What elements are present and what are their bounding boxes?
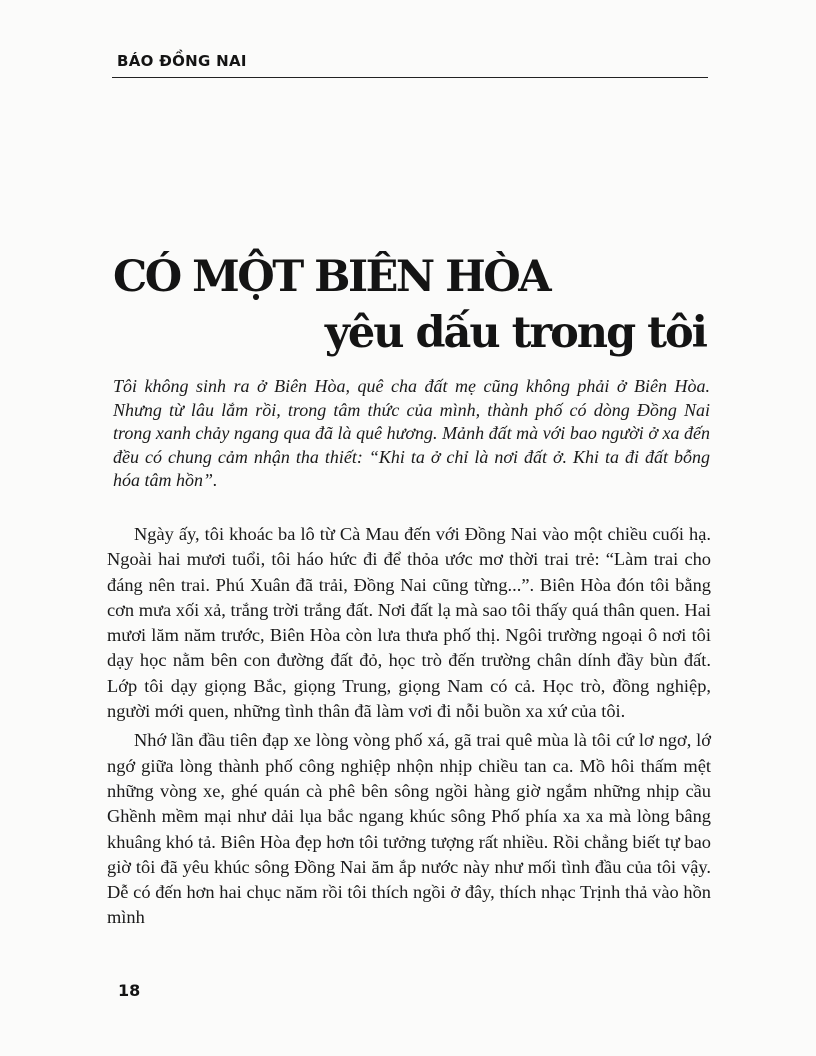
article-title-line-1: CÓ MỘT BIÊN HÒA (113, 252, 550, 302)
article-body (107, 522, 711, 935)
header-divider (112, 77, 708, 78)
publication-header: BÁO ĐỒNG NAI (117, 52, 247, 70)
article-title-line-2: yêu dấu trong tôi (324, 308, 706, 358)
article-lead: Tôi không sinh ra ở Biên Hòa, quê cha đất mẹ cũng không phải ở Biên Hòa. Nhưng từ lâu lắm rồi, trong tâm thức của mình, thành phố có dòng Đồng Nai trong xanh chảy ngang qua đã là quê hương. Mảnh đất mà với bao người ở xa đến đều có chung cảm nhận tha thiết: “Khi ta ở chỉ là nơi đất ở. Khi ta đi đất bỗng hóa tâm hồn”. (113, 376, 710, 491)
body-paragraph: Nhớ lần đầu tiên đạp xe lòng vòng phố xá, gã trai quê mùa là tôi cứ lơ ngơ, lớ ngớ giữa lòng thành phố công nghiệp nhộn nhịp chiều tan ca. Mồ hôi thấm mệt những vòng xe, ghé quán cà phê bên sông ngồi hàng giờ ngắm những nhịp cầu Ghềnh mềm mại như dải lụa bắc ngang khúc sông Phố phía xa xa mà lòng bâng khuâng khó tả. Biên Hòa đẹp hơn tôi tưởng tượng rất nhiều. Rồi chẳng biết tự bao giờ tôi đã yêu khúc sông Đồng Nai ăm ắp nước này như mối tình đầu của tôi vậy. Dễ có đến hơn hai chục năm rồi tôi thích ngồi ở đây, thích nhạc Trịnh thả vào hồn mình (107, 730, 711, 928)
body-paragraph: Ngày ấy, tôi khoác ba lô từ Cà Mau đến với Đồng Nai vào một chiều cuối hạ. Ngoài hai mươi tuổi, tôi háo hức đi để thỏa ước mơ thời trai trẻ: “Làm trai cho đáng nên trai. Phú Xuân đã trải, Đồng Nai cũng từng...”. Biên Hòa đón tôi bằng cơn mưa xối xả, trắng trời trắng đất. Nơi đất lạ mà sao tôi thấy quá thân quen. Hai mươi lăm năm trước, Biên Hòa còn lưa thưa phố thị. Ngôi trường ngoại ô nơi tôi dạy học nằm bên con đường đất đỏ, học trò đến trường chân dính đầy bùn đất. Lớp tôi dạy giọng Bắc, giọng Trung, giọng Nam có cả. Học trò, đồng nghiệp, người mới quen, những tình thân đã làm vơi đi nỗi buồn xa xứ của tôi. (107, 524, 711, 722)
page-number: 18 (118, 981, 141, 1000)
